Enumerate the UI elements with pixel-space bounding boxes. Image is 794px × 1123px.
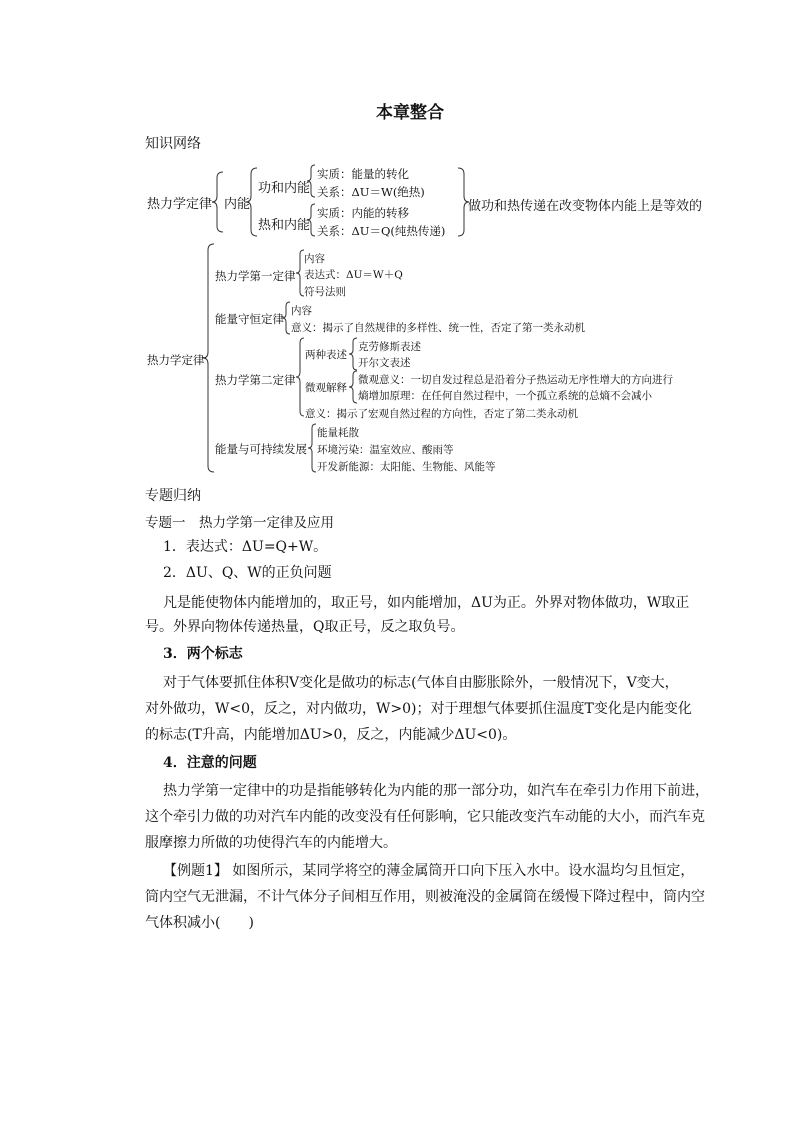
section-heading-summary: 专题归纳 xyxy=(145,488,201,504)
example-line-3: 气体积减小( ) xyxy=(145,915,254,931)
paragraph-4-line-2: 这个牵引力做的功对汽车内能的改变没有任何影响，它只能改变汽车动能的大小，而汽车克 xyxy=(145,809,705,825)
example-label: 【例题1】 xyxy=(163,863,228,879)
item-3: 3．两个标志 xyxy=(163,646,243,662)
topic-title: 专题一 热力学第一定律及应用 xyxy=(145,515,334,531)
diagram2-two-forms: 两种表述 xyxy=(305,349,347,361)
section-heading-network: 知识网络 xyxy=(145,136,201,152)
diagram1-conclusion: 做功和热传递在改变物体内能上是等效的 xyxy=(468,199,703,214)
item-4: 4．注意的问题 xyxy=(163,755,257,771)
example-line-2: 筒内空气无泄漏，不计气体分子间相互作用，则被淹没的金属筒在缓慢下降过程中，筒内空 xyxy=(145,889,705,905)
brace-conclusion xyxy=(458,168,468,236)
brace-work xyxy=(309,165,317,197)
diagram2-first-item-2: 表达式：ΔU＝W＋Q xyxy=(304,269,403,281)
diagram2-micro-item-1: 微观意义：一切自发过程总是沿着分子热运动无序性增大的方向进行 xyxy=(358,374,673,386)
diagram2-sustainable-item-2: 环境污染：温室效应、酸雨等 xyxy=(317,444,454,456)
brace-heat xyxy=(309,204,317,236)
diagram2-micro-item-2: 熵增加原理：在任何自然过程中，一个孤立系统的总熵不会减小 xyxy=(358,390,652,402)
paragraph-3-line-3: 的标志(T升高，内能增加ΔU>0，反之，内能减少ΔU<0)。 xyxy=(145,727,517,743)
diagram2-first-item-1: 内容 xyxy=(304,253,325,265)
diagram2-micro: 微观解释 xyxy=(305,382,347,394)
example-line-1 xyxy=(163,858,694,884)
diagram1-work-relation: 关系：ΔU＝W(绝热) xyxy=(317,185,425,199)
diagram2-conservation-item-2: 意义：揭示了自然规律的多样性、统一性，否定了第一类永动机 xyxy=(291,322,585,334)
diagram2-second-law: 热力学第二定律 xyxy=(215,373,296,387)
item-2: 2．ΔU、Q、W的正负问题 xyxy=(163,565,332,581)
diagram2-first-item-3: 符号法则 xyxy=(304,286,346,298)
diagram1-branch-heat: 热和内能 xyxy=(258,218,311,233)
diagram1-mid: 内能 xyxy=(224,197,251,212)
paragraph-2-line-2: 号。外界向物体传递热量，Q取正号，反之取负号。 xyxy=(145,619,465,635)
example-text-1: 如图所示，某同学将空的薄金属筒开口向下压入水中。设水温均匀且恒定， xyxy=(232,863,695,879)
diagram2-conservation: 能量守恒定律 xyxy=(215,312,284,326)
paragraph-3-line-1: 对于气体要抓住体积V变化是做功的标志(气体自由膨胀除外，一般情况下，V变大， xyxy=(163,675,679,691)
diagram2-conservation-item-1: 内容 xyxy=(291,305,312,317)
diagram1-branch-work: 功和内能 xyxy=(258,181,311,196)
diagram2-second-meaning: 意义：揭示了宏观自然过程的方向性，否定了第二类永动机 xyxy=(305,408,578,420)
diagram2-sustainable: 能量与可持续发展 xyxy=(215,442,307,456)
diagram2-two-forms-item-2: 开尔文表述 xyxy=(358,357,411,369)
diagram2-two-forms-item-1: 克劳修斯表述 xyxy=(358,341,421,353)
diagram2-root: 热力学定律 xyxy=(147,353,205,367)
diagram2-first-law: 热力学第一定律 xyxy=(215,269,296,283)
item-1: 1．表达式：ΔU=Q+W。 xyxy=(163,539,328,555)
diagram1-work-essence: 实质：能量的转化 xyxy=(317,167,409,181)
paragraph-4-line-1: 热力学第一定律中的功是指能够转化为内能的那一部分功，如汽车在牵引力作用下前进， xyxy=(163,783,709,799)
paragraph-3-line-2: 对外做功，W<0，反之，对内做功，W>0)；对于理想气体要抓住温度T变化是内能变化 xyxy=(145,701,692,717)
paragraph-2-line-1: 凡是能使物体内能增加的，取正号，如内能增加，ΔU为正。外界对物体做功，W取正 xyxy=(163,595,690,611)
diagram2-sustainable-item-1: 能量耗散 xyxy=(317,427,359,439)
diagram2-sustainable-item-3: 开发新能源：太阳能、生物能、风能等 xyxy=(317,461,496,473)
diagram1-root: 热力学定律 xyxy=(147,197,213,212)
diagram1-heat-relation: 关系：ΔU＝Q(纯热传递) xyxy=(317,224,446,238)
paragraph-4-line-3: 服摩擦力所做的功使得汽车的内能增大。 xyxy=(145,835,397,851)
diagram1-heat-essence: 实质：内能的转移 xyxy=(317,206,409,220)
page-title: 本章整合 xyxy=(376,103,444,123)
